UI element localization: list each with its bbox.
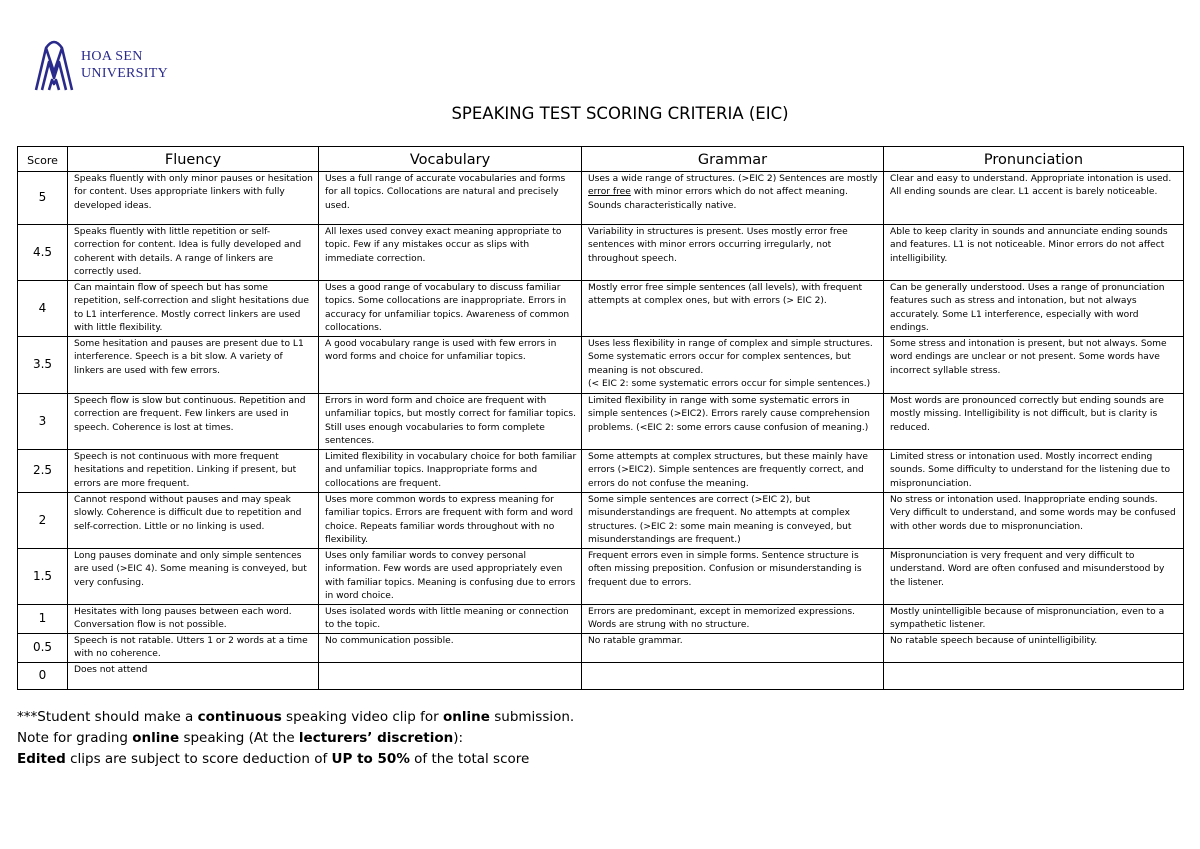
vocabulary-cell: No communication possible. bbox=[319, 634, 582, 663]
pronunciation-cell: Mostly unintelligible because of mispronunciation, even to a sympathetic listener. bbox=[884, 605, 1184, 634]
grammar-note: (< EIC 2: some systematic errors occur for simple sentences.) bbox=[588, 379, 871, 390]
note-emphasis: lecturers’ discretion bbox=[298, 730, 454, 746]
note-text: of the total score bbox=[409, 751, 530, 767]
pronunciation-cell: Able to keep clarity in sounds and annunciate ending sounds and features. L1 is not noticeable. Minor errors do not affect intelligibility. bbox=[884, 225, 1184, 281]
table-row bbox=[18, 337, 1184, 394]
table-row bbox=[18, 394, 1184, 450]
note-line-3 bbox=[17, 749, 574, 770]
vocabulary-cell: Uses more common words to express meaning for familiar topics. Errors are frequent with form and word choice. Repeats familiar words throughout with no flexibility. bbox=[319, 493, 582, 549]
submission-notes bbox=[17, 707, 574, 770]
table-row bbox=[18, 634, 1184, 663]
fluency-cell: Speech is not ratable. Utters 1 or 2 words at a time with no coherence. bbox=[68, 634, 319, 663]
grammar-cell: Some simple sentences are correct (>EIC 2), but misunderstandings are frequent. No attempts at complex structures. (>EIC 2: some main meaning is conveyed, but misunderstandings are frequent.) bbox=[582, 493, 884, 549]
score-cell: 4.5 bbox=[18, 225, 68, 281]
grammar-cell: Some attempts at complex structures, but these mainly have errors (>EIC2). Simple sentences are frequently correct, and errors do not confuse the meaning. bbox=[582, 450, 884, 493]
note-text: speaking video clip for bbox=[281, 709, 444, 725]
fluency-cell: Can maintain flow of speech but has some repetition, self-correction and slight hesitations due to L1 interference. Mostly correct linkers are used with little flexibility. bbox=[68, 281, 319, 337]
grammar-cell: Errors are predominant, except in memorized expressions. Words are strung with no structure. bbox=[582, 605, 884, 634]
grammar-text: Uses less flexibility in range of complex and simple structures. Some systematic errors occur for complex sentences, but meaning is not obscured. bbox=[588, 339, 873, 376]
vocabulary-cell: Errors in word form and choice are frequent with unfamiliar topics, but mostly correct for familiar topics. Still uses enough vocabularies to form complete sentences. bbox=[319, 394, 582, 450]
note-line-2 bbox=[17, 728, 574, 749]
university-logo bbox=[33, 38, 168, 92]
fluency-cell: Hesitates with long pauses between each word. Conversation flow is not possible. bbox=[68, 605, 319, 634]
note-text: Note for grading bbox=[17, 730, 133, 746]
logo-line-1: HOA SEN bbox=[81, 49, 143, 64]
table-row bbox=[18, 225, 1184, 281]
grammar-cell: No ratable grammar. bbox=[582, 634, 884, 663]
pronunciation-cell: Some stress and intonation is present, but not always. Some word endings are unclear or not present. Some words have incorrect syllable stress. bbox=[884, 337, 1184, 394]
column-header-score: Score bbox=[18, 147, 68, 172]
grammar-text-rest: with minor errors which do not affect meaning. Sounds characteristically native. bbox=[588, 187, 848, 211]
grammar-cell bbox=[582, 662, 884, 689]
scoring-table bbox=[17, 146, 1184, 690]
grammar-cell: Mostly error free simple sentences (all levels), with frequent attempts at complex ones, but with errors (> EIC 2). bbox=[582, 281, 884, 337]
column-header-fluency: Fluency bbox=[68, 147, 319, 172]
fluency-cell: Speaks fluently with little repetition or self-correction for content. Idea is fully developed and coherent with details. A range of linkers are correctly used. bbox=[68, 225, 319, 281]
pronunciation-cell bbox=[884, 662, 1184, 689]
vocabulary-cell: Uses only familiar words to convey personal information. Few words are used appropriately even with familiar topics. Meaning is confusing due to errors in word choice. bbox=[319, 549, 582, 605]
score-cell: 1.5 bbox=[18, 549, 68, 605]
lotus-logo-icon bbox=[33, 38, 75, 92]
score-cell: 2 bbox=[18, 493, 68, 549]
vocabulary-cell: All lexes used convey exact meaning appropriate to topic. Few if any mistakes occur as slips with immediate correction. bbox=[319, 225, 582, 281]
logo-line-2: UNIVERSITY bbox=[81, 66, 168, 81]
vocabulary-cell: A good vocabulary range is used with few errors in word forms and choice for unfamiliar topics. bbox=[319, 337, 582, 394]
grammar-underlined-text: error free bbox=[588, 187, 631, 198]
score-cell: 2.5 bbox=[18, 450, 68, 493]
table-row bbox=[18, 172, 1184, 225]
header-row bbox=[18, 147, 1184, 172]
score-cell: 0.5 bbox=[18, 634, 68, 663]
vocabulary-cell: Limited flexibility in vocabulary choice for both familiar and unfamiliar topics. Inappropriate forms and collocations are frequent. bbox=[319, 450, 582, 493]
note-text: ***Student should make a bbox=[17, 709, 198, 725]
score-cell: 3.5 bbox=[18, 337, 68, 394]
pronunciation-cell: Mispronunciation is very frequent and very difficult to understand. Word are often confused and misunderstood by the listener. bbox=[884, 549, 1184, 605]
fluency-cell: Speaks fluently with only minor pauses or hesitation for content. Uses appropriate linkers with fully developed ideas. bbox=[68, 172, 319, 225]
note-emphasis: Edited bbox=[17, 751, 66, 767]
pronunciation-cell: No ratable speech because of unintelligibility. bbox=[884, 634, 1184, 663]
pronunciation-cell: Most words are pronounced correctly but ending sounds are mostly missing. Intelligibility is not difficult, but is clarity is reduced. bbox=[884, 394, 1184, 450]
fluency-cell: Cannot respond without pauses and may speak slowly. Coherence is difficult due to repetition and self-correction. Little or no linking is used. bbox=[68, 493, 319, 549]
pronunciation-cell: No stress or intonation used. Inappropriate ending sounds. Very difficult to understand, and some words may be confused with other words due to mispronunciation. bbox=[884, 493, 1184, 549]
grammar-text: Uses a wide range of structures. (>EIC 2) Sentences are mostly bbox=[588, 174, 878, 184]
column-header-grammar: Grammar bbox=[582, 147, 884, 172]
table-row bbox=[18, 549, 1184, 605]
table-row bbox=[18, 662, 1184, 689]
vocabulary-cell: Uses isolated words with little meaning or connection to the topic. bbox=[319, 605, 582, 634]
table-row bbox=[18, 605, 1184, 634]
table-row bbox=[18, 493, 1184, 549]
note-text: ): bbox=[453, 730, 464, 746]
note-text: submission. bbox=[489, 709, 575, 725]
score-cell: 3 bbox=[18, 394, 68, 450]
pronunciation-cell: Limited stress or intonation used. Mostly incorrect ending sounds. Some difficulty to understand for the listening due to mispronunciation. bbox=[884, 450, 1184, 493]
note-text: speaking (At the bbox=[179, 730, 299, 746]
grammar-cell: Frequent errors even in simple forms. Sentence structure is often missing preposition. Confusion or misunderstanding is frequent due to errors. bbox=[582, 549, 884, 605]
grammar-cell bbox=[582, 337, 884, 394]
fluency-cell: Long pauses dominate and only simple sentences are used (>EIC 4). Some meaning is conveyed, but very confusing. bbox=[68, 549, 319, 605]
vocabulary-cell: Uses a good range of vocabulary to discuss familiar topics. Some collocations are inappropriate. Errors in accuracy for unfamiliar topics. Awareness of common collocations. bbox=[319, 281, 582, 337]
note-emphasis: continuous bbox=[197, 709, 282, 725]
score-cell: 0 bbox=[18, 662, 68, 689]
pronunciation-cell: Can be generally understood. Uses a range of pronunciation features such as stress and intonation, but not always accurately. Some L1 interference, especially with word endings. bbox=[884, 281, 1184, 337]
table-row bbox=[18, 281, 1184, 337]
note-line-1 bbox=[17, 707, 574, 728]
column-header-vocabulary: Vocabulary bbox=[319, 147, 582, 172]
grammar-cell: Variability in structures is present. Uses mostly error free sentences with minor errors occurring irregularly, not throughout speech. bbox=[582, 225, 884, 281]
grammar-cell: Limited flexibility in range with some systematic errors in simple sentences (>EIC2). Errors rarely cause comprehension problems. (<EIC 2: some errors cause confusion of meaning.) bbox=[582, 394, 884, 450]
vocabulary-cell: Uses a full range of accurate vocabularies and forms for all topics. Collocations are natural and precisely used. bbox=[319, 172, 582, 225]
note-text: clips are subject to score deduction of bbox=[65, 751, 332, 767]
page-title: SPEAKING TEST SCORING CRITERIA (EIC) bbox=[451, 104, 789, 123]
column-header-pronunciation: Pronunciation bbox=[884, 147, 1184, 172]
pronunciation-cell: Clear and easy to understand. Appropriate intonation is used. All ending sounds are clear. L1 accent is barely noticeable. bbox=[884, 172, 1184, 225]
score-cell: 1 bbox=[18, 605, 68, 634]
fluency-cell: Some hesitation and pauses are present due to L1 interference. Speech is a bit slow. A variety of linkers are used with few errors. bbox=[68, 337, 319, 394]
fluency-cell: Speech flow is slow but continuous. Repetition and correction are frequent. Few linkers are used in speech. Coherence is lost at times. bbox=[68, 394, 319, 450]
note-emphasis: online bbox=[443, 709, 490, 725]
fluency-cell: Does not attend bbox=[68, 662, 319, 689]
fluency-cell: Speech is not continuous with more frequent hesitations and repetition. Linking if present, but errors are more frequent. bbox=[68, 450, 319, 493]
score-cell: 4 bbox=[18, 281, 68, 337]
grammar-cell bbox=[582, 172, 884, 225]
table-row bbox=[18, 450, 1184, 493]
score-cell: 5 bbox=[18, 172, 68, 225]
vocabulary-cell bbox=[319, 662, 582, 689]
note-emphasis: UP to 50% bbox=[331, 751, 410, 767]
note-emphasis: online bbox=[132, 730, 180, 746]
